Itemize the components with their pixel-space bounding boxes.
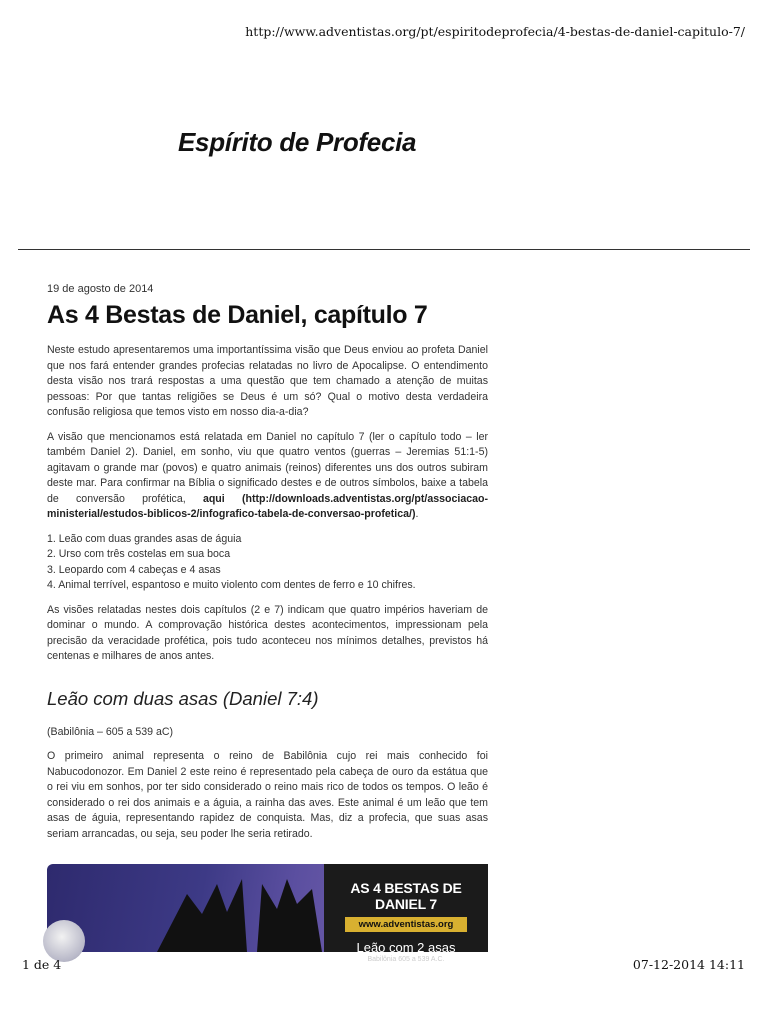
- banner-title: AS 4 BESTAS DE DANIEL 7: [350, 880, 462, 912]
- banner-small-text: Babilônia 605 a 539 A.C.: [367, 956, 445, 963]
- page-number: 1 de 4: [22, 957, 62, 972]
- beasts-list: [47, 532, 488, 594]
- post-title: As 4 Bestas de Daniel, capítulo 7: [47, 301, 428, 329]
- list-item: 1. Leão com duas grandes asas de águia: [47, 532, 242, 545]
- list-item: 4. Animal terrível, espantoso e muito violento com dentes de ferro e 10 chifres.: [47, 579, 416, 591]
- section-heading-lion: Leão com duas asas (Daniel 7:4): [47, 687, 319, 709]
- lion-paragraph: O primeiro animal representa o reino de Babilônia cujo rei mais conhecido foi Nabucodonozor. Em Daniel 2 este reino é representado pela cabeça de ouro da estátua que o rei viu em sonhos, por ter sido considerado o reino mais rico de todos os tempos. O leão é considerado o rei dos animais e a águia, a rainha das aves. Este animal é um leão que tem asas de águia, representando rapidez de conquista. Mas, diz a profecia, que suas asas seriam arrancadas, ou seja, seu poder lhe seria retirado.: [47, 750, 488, 840]
- list-item: 3. Leopardo com 4 cabeças e 4 asas: [47, 563, 221, 576]
- moon-graphic: [43, 920, 85, 962]
- banner-site: www.adventistas.org: [345, 917, 468, 932]
- site-title[interactable]: Espírito de Profecia: [178, 127, 417, 157]
- print-datetime: 07-12-2014 14:11: [632, 957, 745, 972]
- vision-text: A visão que mencionamos está relatada em Daniel no capítulo 7 (ler o capítulo todo – ler também Daniel 2). Daniel, em sonho, viu que quatro ventos (guerras – Jeremias 51:1-5) agitavam o grande mar (povos) e quatro animais (reinos) diferentes uns dos outros subiram deste mar. Para confirmar na Bíblia o significado destes e de outros símbolos, baixe a tabela de conversão profética,: [47, 430, 488, 505]
- print-url: http://www.adventistas.org/pt/espiritodeprofecia/4-bestas-de-daniel-capitulo-7/: [245, 24, 745, 39]
- vision-end: .: [415, 508, 419, 520]
- lion-banner-image: [47, 864, 488, 963]
- download-url: (http://downloads.adventistas.org/pt/associacao-ministerial/estudos-biblicos-2/infografico-tabela-de-conversao-profetica/): [47, 492, 488, 520]
- post-date: 19 de agosto de 2014: [47, 283, 154, 295]
- list-item: 2. Urso com três costelas em sua boca: [47, 548, 231, 560]
- banner-panel: [324, 864, 488, 963]
- post-content: [47, 282, 488, 851]
- intro-paragraph: Neste estudo apresentaremos uma importantíssima visão que Deus enviou ao profeta Daniel que nos fará entender grandes profecias relatadas no livro de Apocalipse. O entendimento desta visão nos trará respostas a uma questão que tem chamado a atenção de muitas pessoas: Por que tantas religiões se Deus é um só? Qual o motivo desta verdadeira confusão religiosa que temos visto em nosso dia-a-dia?: [47, 344, 488, 418]
- vision-paragraph: [47, 430, 488, 523]
- wings-graphic: [147, 864, 347, 952]
- header-divider: [18, 249, 750, 250]
- download-link[interactable]: aqui: [202, 492, 225, 505]
- banner-subtitle: Leão com 2 asas: [356, 940, 456, 955]
- history-paragraph: As visões relatadas nestes dois capítulos (2 e 7) indicam que quatro impérios haveriam de dominar o mundo. A comprovação histórica destes acontecimentos, impressionam pela precisão da veracidade profética, pois tudo aconteceu nos mínimos detalhes, previstos há centenas e milhares de anos antes.: [47, 603, 488, 662]
- section-note: (Babilônia – 605 a 539 aC): [47, 725, 174, 738]
